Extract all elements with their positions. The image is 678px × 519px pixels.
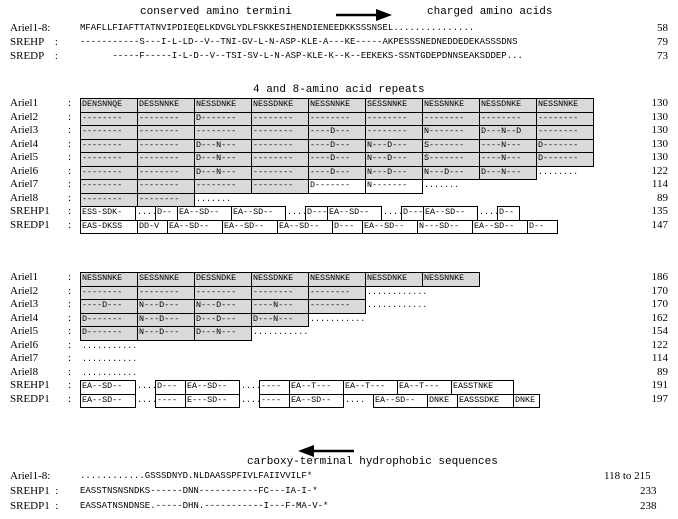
- top-row-sequence: -----------S---I-L-LD--V--TNI-GV-L-N-ASP-KLE-A---KE-----AKPESSSNEDNEDDEDEKASSSDNS: [80, 37, 518, 47]
- bottom-row-name: SREHP1 :: [10, 485, 59, 497]
- row-number: 130: [651, 110, 668, 123]
- repeat-text: --------: [196, 180, 237, 190]
- segment-text: EA--SD--: [224, 220, 265, 231]
- repeat-text: N-------: [367, 180, 408, 190]
- repeat-text: D---N---: [196, 166, 237, 177]
- row-name: Ariel4: [10, 137, 39, 150]
- repeat-text: D---N---: [196, 153, 237, 163]
- repeat-text: ----N---: [481, 139, 522, 150]
- repeat-text: N---D---: [367, 166, 408, 177]
- row-number: 122: [651, 164, 668, 177]
- repeat-text: --------: [139, 153, 180, 163]
- segment-text: EA--SD--: [375, 394, 416, 405]
- left-arrow-icon: [298, 445, 354, 457]
- row-number: 114: [651, 352, 668, 364]
- row-number: 162: [651, 311, 668, 324]
- segment-text: EA--T---: [345, 381, 386, 391]
- repeat-text: D---N---: [196, 139, 237, 150]
- repeat-text: --------: [253, 166, 294, 177]
- gap-dots: ....: [137, 381, 158, 391]
- top-row-sequence: -----F-----I-L-D--V--TSI-SV-L-N-ASP-KLE-K--K--EEKEKS-SSNTGDEPDNNSEAKSDDEP...: [80, 51, 523, 61]
- gap-dots: ...........: [310, 313, 366, 324]
- row-colon: :: [68, 110, 72, 123]
- segment-text: D--: [499, 207, 515, 217]
- repeat-text: --------: [310, 286, 351, 297]
- row-colon: :: [68, 178, 72, 190]
- row-number: 130: [651, 97, 668, 109]
- gap-dots: ....: [287, 207, 308, 217]
- repeat-text: --------: [196, 126, 237, 136]
- repeat-text: --------: [253, 153, 294, 163]
- repeat-text: S-------: [424, 139, 465, 150]
- row-number: 147: [651, 218, 668, 231]
- repeat-text: D-------: [82, 327, 123, 337]
- header-conserved-amino-termini: conserved amino termini: [140, 6, 292, 18]
- repeat-text: --------: [139, 139, 180, 150]
- bottom-row-number: 238: [640, 500, 657, 512]
- top-row-sequence: MFAFLLFIAFTTATNVIPDIEQELKDVGLYDLFSKKESIHENDIENEEDKKSSSNSEL...............: [80, 23, 475, 33]
- top-row-name: SREHP :: [10, 36, 58, 48]
- row-colon: :: [68, 298, 72, 310]
- repeat-text: D-------: [310, 180, 351, 190]
- segment-text: D--: [157, 207, 173, 217]
- repeat-text: D---D---: [196, 313, 237, 324]
- gap-dots: ...........: [253, 327, 309, 337]
- repeat-text: SESSNNKE: [367, 99, 408, 109]
- bottom-row-sequence: ............GSSSDNYD.NLDAASSPFIVLFAIIVVILF*: [80, 471, 313, 481]
- repeat-text: NESSNNKE: [424, 99, 465, 109]
- repeat-text: --------: [139, 126, 180, 136]
- row-colon: :: [68, 191, 72, 204]
- segment-text: EA--SD--: [82, 381, 123, 391]
- segment-text: DD-V: [139, 220, 160, 231]
- repeat-text: --------: [481, 112, 522, 123]
- row-number: 135: [651, 205, 668, 217]
- repeat-text: --------: [82, 193, 123, 204]
- repeat-text: D-------: [538, 139, 579, 150]
- segment-text: D---: [403, 207, 424, 217]
- repeat-text: --------: [139, 286, 180, 297]
- repeat-text: --------: [139, 166, 180, 177]
- top-row-name: SREDP :: [10, 50, 58, 62]
- repeat-text: --------: [538, 126, 579, 136]
- segment-text: EA--SD--: [364, 220, 405, 231]
- repeat-text: ----D---: [310, 139, 351, 150]
- row-name: Ariel6: [10, 164, 39, 177]
- repeat-text: NESSNNKE: [538, 99, 579, 109]
- repeat-text: N---D---: [424, 166, 465, 177]
- repeat-text: --------: [253, 286, 294, 297]
- row-number: 122: [651, 338, 668, 351]
- repeat-text: NESSDNKE: [253, 99, 294, 109]
- row-name: Ariel5: [10, 151, 39, 163]
- repeat-text: D-------: [82, 313, 123, 324]
- repeat-text: S-------: [424, 153, 465, 163]
- segment-text: EA--SD--: [329, 207, 370, 217]
- gap-dots: ....: [383, 207, 404, 217]
- row-number: 114: [651, 178, 668, 190]
- bottom-row-number: 233: [640, 485, 657, 497]
- row-colon: :: [68, 284, 72, 297]
- gap-dots: ............: [367, 300, 428, 310]
- row-colon: :: [68, 97, 72, 109]
- segment-text: EA--SD--: [425, 207, 466, 217]
- repeat-text: DENSNNQE: [82, 99, 123, 109]
- segment-text: EASSSDKE: [459, 394, 500, 405]
- repeat-text: D-------: [196, 112, 237, 123]
- repeat-text: NESSNNKE: [310, 273, 351, 283]
- repeat-text: N---D---: [139, 300, 180, 310]
- repeat-text: --------: [139, 180, 180, 190]
- repeat-text: --------: [253, 112, 294, 123]
- row-number: 130: [651, 124, 668, 136]
- segment-text: D---: [307, 207, 328, 217]
- gap-dots: ....: [137, 394, 158, 405]
- top-row-number: 58: [657, 22, 668, 34]
- gap-dots: ...........: [82, 354, 138, 364]
- row-colon: :: [68, 379, 72, 391]
- repeat-text: ----D---: [82, 300, 123, 310]
- gap-dots: ...........: [82, 367, 138, 378]
- repeat-text: D---N--D: [481, 126, 522, 136]
- row-number: 186: [651, 271, 668, 283]
- repeat-text: --------: [82, 139, 123, 150]
- row-name: Ariel2: [10, 110, 39, 123]
- row-number: 154: [651, 325, 668, 337]
- repeat-text: N---D---: [367, 153, 408, 163]
- repeat-text: --------: [367, 126, 408, 136]
- repeat-text: --------: [139, 112, 180, 123]
- segment-text: ----: [261, 394, 282, 405]
- row-name: SREHP1: [10, 379, 50, 391]
- repeat-text: ----N---: [253, 300, 294, 310]
- row-colon: :: [68, 392, 72, 405]
- row-name: Ariel8: [10, 191, 39, 204]
- segment-text: EA--SD--: [233, 207, 274, 217]
- repeat-text: --------: [538, 112, 579, 123]
- repeat-text: ----D---: [310, 153, 351, 163]
- right-arrow-icon: [336, 9, 392, 21]
- segment-text: EA--SD--: [179, 207, 220, 217]
- row-colon: :: [68, 205, 72, 217]
- repeat-text: D---N---: [196, 327, 237, 337]
- row-colon: :: [68, 137, 72, 150]
- row-number: 170: [651, 298, 668, 310]
- segment-text: EA--SD--: [279, 220, 320, 231]
- repeat-text: NESSDNKE: [196, 99, 237, 109]
- gap-dots: ....: [479, 207, 500, 217]
- row-colon: :: [68, 365, 72, 378]
- row-number: 170: [651, 284, 668, 297]
- repeat-text: NESSNNKE: [424, 273, 465, 283]
- segment-text: EA--SD--: [187, 381, 228, 391]
- repeat-text: N---D---: [139, 313, 180, 324]
- repeat-text: --------: [196, 286, 237, 297]
- top-row-name: Ariel1-8:: [10, 22, 51, 34]
- header-repeats: 4 and 8-amino acid repeats: [253, 84, 425, 96]
- row-colon: :: [68, 164, 72, 177]
- repeat-text: NESSNNKE: [310, 99, 351, 109]
- segment-text: D--: [529, 220, 545, 231]
- repeat-text: N-------: [424, 126, 465, 136]
- segment-text: E---SD--: [187, 394, 228, 405]
- segment-text: DNKE: [515, 394, 536, 405]
- segment-text: EA--SD--: [169, 220, 210, 231]
- bottom-row-sequence: EASSTNSNSNDKS------DNN-----------FC---IA-I-*: [80, 486, 318, 496]
- row-colon: :: [68, 325, 72, 337]
- repeat-text: N---D---: [367, 139, 408, 150]
- header-carboxy-terminal: carboxy-terminal hydrophobic sequences: [247, 456, 498, 468]
- row-colon: :: [68, 311, 72, 324]
- row-number: 130: [651, 137, 668, 150]
- segment-text: DNKE: [429, 394, 450, 405]
- row-name: Ariel1: [10, 97, 39, 109]
- gap-dots: ....: [241, 381, 262, 391]
- repeat-text: ----N---: [481, 153, 522, 163]
- repeat-text: NESSDNKE: [367, 273, 408, 283]
- top-row-number: 79: [657, 36, 668, 48]
- bottom-row-name: SREDP1 :: [10, 500, 59, 512]
- top-row-number: 73: [657, 50, 668, 62]
- row-number: 191: [651, 379, 668, 391]
- repeat-text: NESSDNKE: [253, 273, 294, 283]
- segment-text: EA--T---: [399, 381, 440, 391]
- row-name: Ariel2: [10, 284, 39, 297]
- row-colon: :: [68, 124, 72, 136]
- repeat-text: --------: [82, 112, 123, 123]
- repeat-text: --------: [424, 112, 465, 123]
- gap-dots: ....: [137, 207, 158, 217]
- repeat-text: N---D---: [139, 327, 180, 337]
- repeat-text: D---N---: [253, 313, 294, 324]
- bottom-row-number: 118 to 215: [604, 470, 651, 482]
- repeat-text: SESSNNKE: [139, 273, 180, 283]
- segment-text: EASSTNKE: [453, 381, 494, 391]
- repeat-text: D---N---: [481, 166, 522, 177]
- gap-dots: ...........: [82, 340, 138, 351]
- repeat-text: DESSNDKE: [196, 273, 237, 283]
- repeat-text: --------: [310, 300, 351, 310]
- segment-text: N---SD--: [419, 220, 460, 231]
- repeat-text: --------: [253, 126, 294, 136]
- segment-text: ----: [261, 381, 282, 391]
- row-name: Ariel5: [10, 325, 39, 337]
- row-number: 197: [651, 392, 668, 405]
- gap-dots: ........: [538, 166, 579, 177]
- repeat-text: --------: [253, 139, 294, 150]
- row-colon: :: [68, 271, 72, 283]
- repeat-text: --------: [82, 126, 123, 136]
- repeat-text: DESSNNKE: [139, 99, 180, 109]
- repeat-text: NESSNNKE: [82, 273, 123, 283]
- repeat-text: --------: [82, 153, 123, 163]
- repeat-text: --------: [82, 286, 123, 297]
- bottom-row-sequence: EASSATNSNDNSE.-----DHN.-----------I---F-MA-V-*: [80, 501, 329, 511]
- repeat-text: ----D---: [310, 166, 351, 177]
- row-name: Ariel7: [10, 352, 39, 364]
- gap-dots: ....: [241, 394, 262, 405]
- repeat-text: --------: [82, 180, 123, 190]
- row-name: SREDP1: [10, 218, 50, 231]
- segment-text: EA--SD--: [474, 220, 515, 231]
- repeat-text: --------: [139, 193, 180, 204]
- gap-dots: ............: [367, 286, 428, 297]
- segment-text: EA--SD--: [291, 394, 332, 405]
- segment-text: ----: [157, 394, 178, 405]
- gap-dots: .......: [424, 180, 460, 190]
- row-name: SREHP1: [10, 205, 50, 217]
- repeat-text: --------: [253, 180, 294, 190]
- row-number: 130: [651, 151, 668, 163]
- row-name: Ariel1: [10, 271, 39, 283]
- gap-dots: .......: [196, 193, 232, 204]
- segment-text: D---: [334, 220, 355, 231]
- repeat-text: --------: [310, 112, 351, 123]
- row-name: Ariel4: [10, 311, 39, 324]
- row-colon: :: [68, 151, 72, 163]
- row-name: Ariel8: [10, 365, 39, 378]
- repeat-text: N---D---: [196, 300, 237, 310]
- repeat-text: NESSDNKE: [481, 99, 522, 109]
- segment-text: EA--T---: [291, 381, 332, 391]
- row-number: 89: [657, 191, 668, 204]
- repeat-text: --------: [82, 166, 123, 177]
- segment-text: EA--SD--: [82, 394, 123, 405]
- repeat-text: ----D---: [310, 126, 351, 136]
- row-colon: :: [68, 218, 72, 231]
- segment-text: EAS-DKSS: [82, 220, 123, 231]
- header-charged-amino-acids: charged amino acids: [427, 6, 553, 18]
- row-name: Ariel3: [10, 298, 39, 310]
- row-name: SREDP1: [10, 392, 50, 405]
- row-name: Ariel6: [10, 338, 39, 351]
- bottom-row-name: Ariel1-8:: [10, 470, 51, 482]
- row-name: Ariel7: [10, 178, 39, 190]
- segment-text: D---: [157, 381, 178, 391]
- row-number: 89: [657, 365, 668, 378]
- segment-text: ESS-SDK-: [82, 207, 123, 217]
- row-colon: :: [68, 352, 72, 364]
- repeat-text: D-------: [538, 153, 579, 163]
- gap-dots: ....: [345, 394, 366, 405]
- row-colon: :: [68, 338, 72, 351]
- row-name: Ariel3: [10, 124, 39, 136]
- repeat-text: --------: [367, 112, 408, 123]
